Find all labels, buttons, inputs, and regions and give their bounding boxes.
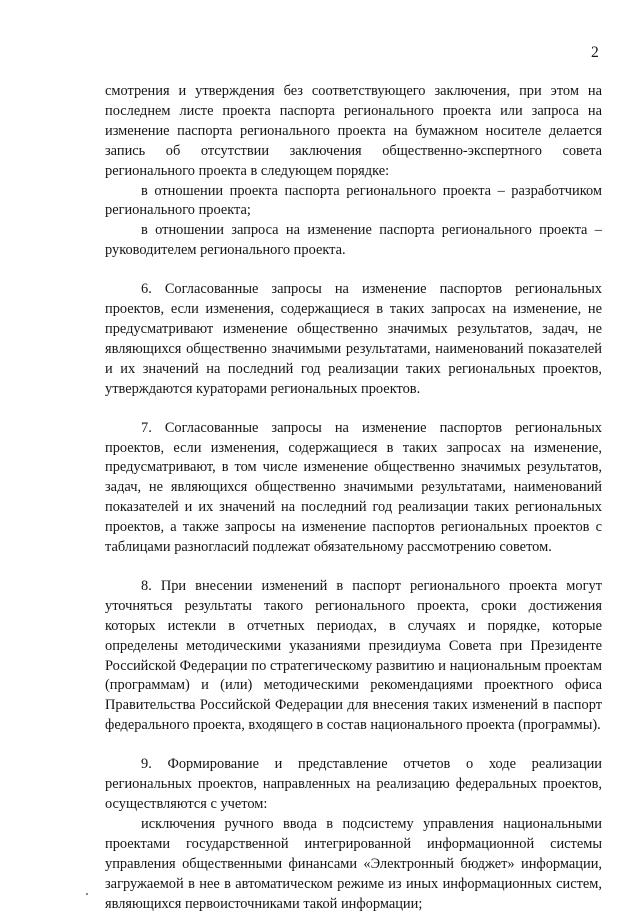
page-number: 2 xyxy=(591,44,599,61)
paragraph-draft-passport-developer: в отношении проекта паспорта регионального проекта – разработчиком регионального проекта; xyxy=(105,182,602,219)
paragraph-item-6: 6. Согласованные запросы на изменение паспортов региональных проектов, если изменения, содержащиеся в таких запросах на изменение, не предусматривают изменение общественно значимых результатов, задач, не являющихся общественно значимыми результатами, наименований показателей и их значений на последний год реализации таких региональных проектов, утверждаются кураторами региональных проектов. xyxy=(105,281,602,397)
scan-speck xyxy=(86,893,88,895)
paragraph-change-request-head: в отношении запроса на изменение паспорта регионального проекта – руководителем регионального проекта. xyxy=(105,222,602,259)
document-body xyxy=(105,82,602,914)
paragraph-item-9: 9. Формирование и представление отчетов о ходе реализации региональных проектов, направленных на реализацию федеральных проектов, осуществляются с учетом: xyxy=(105,756,602,812)
paragraph-manual-input-exclusion: исключения ручного ввода в подсистему управления национальными проектами государственной интегрированной информационной системы управления общественными финансами «Электронный бюджет» информации, загружаемой в нее в автоматическом режиме из иных информационных систем, являющихся первоисточниками такой информации; xyxy=(105,815,602,912)
paragraph-continuation: смотрения и утверждения без соответствующего заключения, при этом на последнем листе проекта паспорта регионального проекта или запроса на изменение паспорта регионального проекта на бумажном носителе делается запись об отсутствии заключения общественно-экспертного совета регионального проекта в следующем порядке: xyxy=(105,83,602,179)
paragraph-item-7: 7. Согласованные запросы на изменение паспортов региональных проектов, если изменения, содержащиеся в таких запросах на изменение, предусматривают, в том числе изменение общественно значимых результатов, задач, не являющихся общественно значимыми результатами, наименований показателей и их значений на последний год реализации таких региональных проектов, а также запросы на изменение паспортов региональных проектов с таблицами разногласий подлежат обязательному рассмотрению советом. xyxy=(105,419,602,556)
paragraph-item-8: 8. При внесении изменений в паспорт регионального проекта могут уточняться результаты такого регионального проекта, сроки достижения которых истекли в отчетных периодах, в случаях и порядке, которые определены методическими указаниями президиума Совета при Президенте Российской Федерации по стратегическому развитию и национальным проектам (программам) и (или) методическими рекомендациями проектного офиса Правительства Российской Федерации для внесения таких изменений в паспорт федерального проекта, входящего в состав национального проекта (программы). xyxy=(105,577,602,734)
